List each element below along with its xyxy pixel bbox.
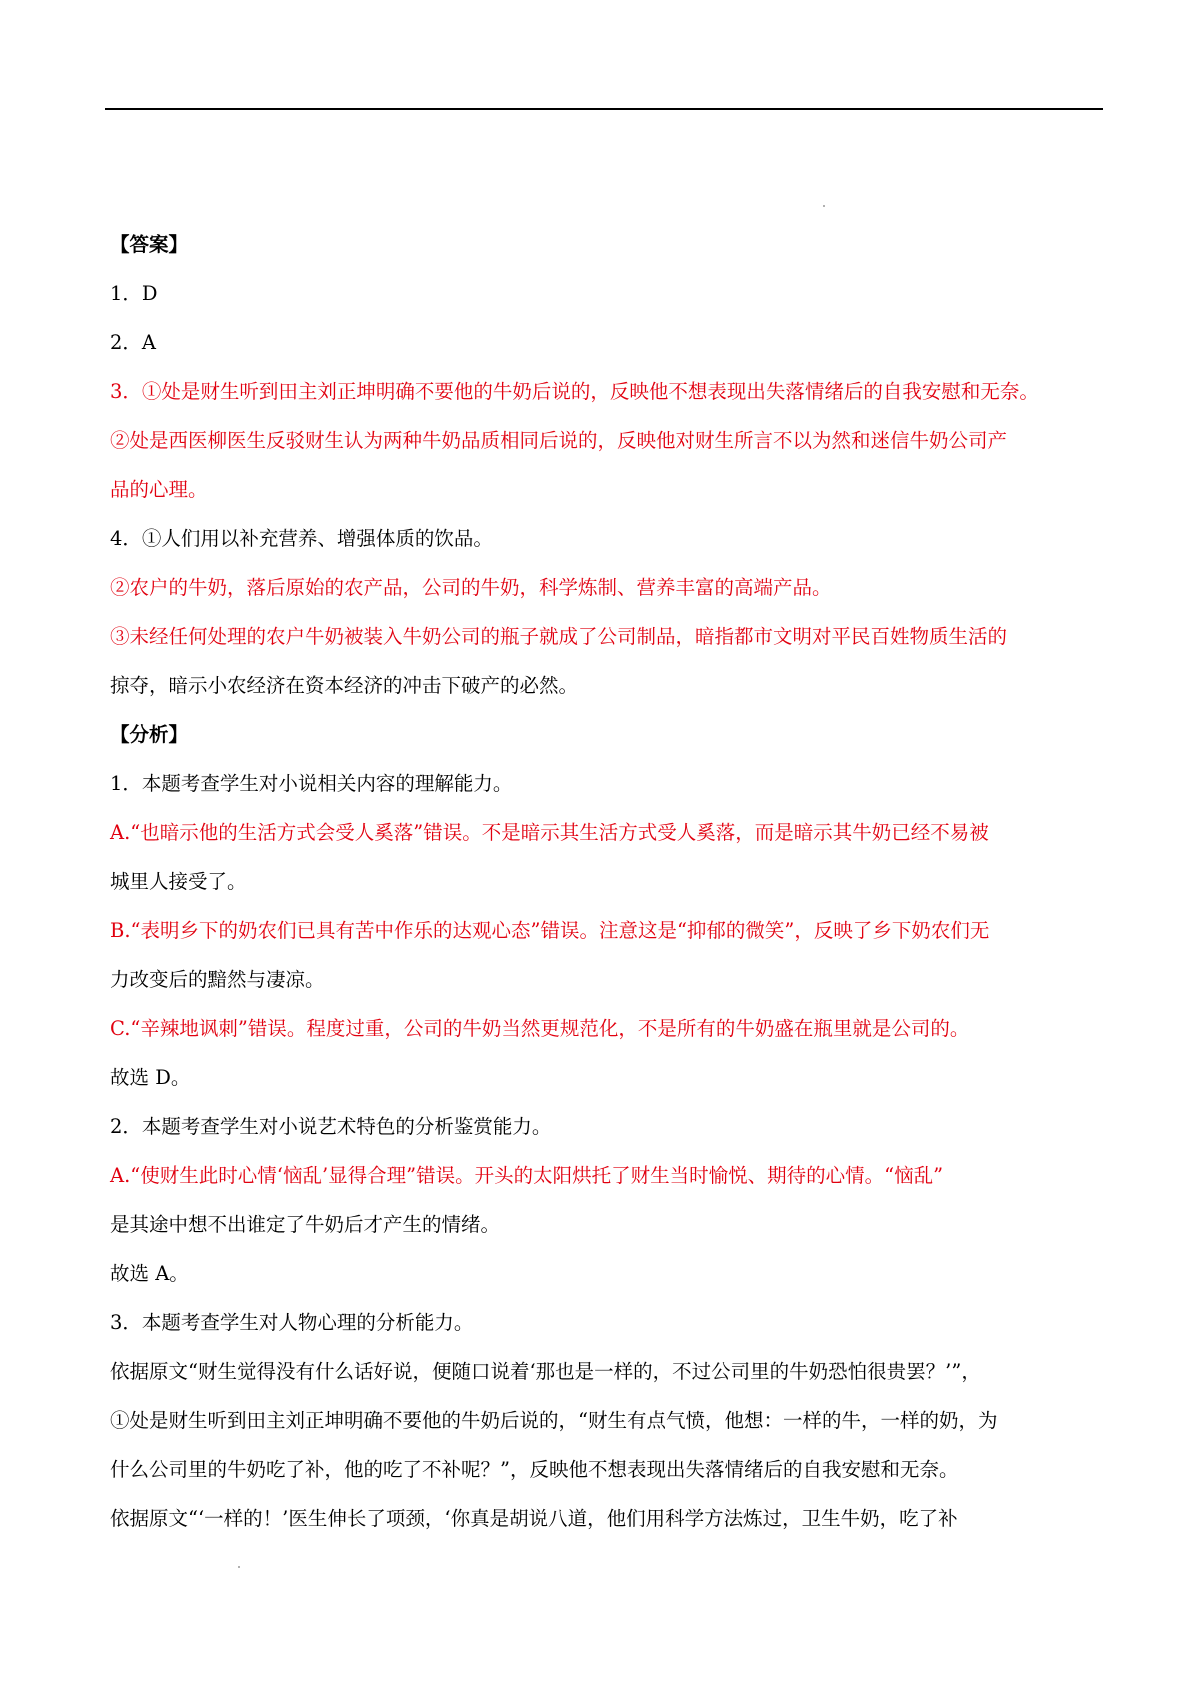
analysis-line: 3．本题考查学生对人物心理的分析能力。 [110,1311,474,1334]
answer-document [110,232,1110,1555]
answer-item: ③未经任何处理的农户牛奶被装入牛奶公司的瓶子就成了公司制品，暗指都市文明对平民百姓物质生活的 [110,625,1008,648]
analysis-line: 故选 D。 [110,1066,191,1089]
analysis-line: 力改变后的黯然与凄凉。 [110,968,325,991]
analysis-line: 什么公司里的牛奶吃了补，他的吃了不补呢？”，反映他不想表现出失落情绪后的自我安慰和无奈。 [110,1458,959,1481]
analysis-line: 2．本题考查学生对小说艺术特色的分析鉴赏能力。 [110,1115,552,1138]
scan-speck-top [823,205,825,207]
answer-heading: 【答案】 [110,233,189,256]
answer-item: ②处是西医柳医生反驳财生认为两种牛奶品质相同后说的，反映他对财生所言不以为然和迷信牛奶公司产 [110,429,1008,452]
analysis-line: 依据原文“财生觉得没有什么话好说，便随口说着‘那也是一样的，不过公司里的牛奶恐怕很贵罢？’”， [110,1360,981,1383]
analysis-line: ①处是财生听到田主刘正坤明确不要他的牛奶后说的，“财生有点气愤，他想：一样的牛，一样的奶，为 [110,1409,998,1432]
analysis-line: C.“辛辣地讽刺”错误。程度过重，公司的牛奶当然更规范化，不是所有的牛奶盛在瓶里就是公司的。 [110,1017,970,1040]
analysis-line: B.“表明乡下的奶农们已具有苦中作乐的达观心态”错误。注意这是“抑郁的微笑”，反映了乡下奶农们无 [110,919,990,942]
answer-item: 4．①人们用以补充营养、增强体质的饮品。 [110,527,493,550]
analysis-line: A.“使财生此时心情‘恼乱’显得合理”错误。开头的太阳烘托了财生当时愉悦、期待的心情。“恼乱” [110,1164,944,1187]
analysis-line: 城里人接受了。 [110,870,247,893]
answer-item: 1．D [110,282,158,305]
analysis-line: 是其途中想不出谁定了牛奶后才产生的情绪。 [110,1213,501,1236]
answer-item: ②农户的牛奶，落后原始的农产品，公司的牛奶，科学炼制、营养丰富的高端产品。 [110,576,832,599]
analysis-line: A.“也暗示他的生活方式会受人奚落”错误。不是暗示其生活方式受人奚落，而是暗示其牛奶已经不易被 [110,821,989,844]
analysis-line: 故选 A。 [110,1262,189,1285]
answer-item: 3．①处是财生听到田主刘正坤明确不要他的牛奶后说的，反映他不想表现出失落情绪后的自我安慰和无奈。 [110,380,1039,403]
scan-speck-bottom [238,1566,240,1568]
answer-item: 品的心理。 [110,478,208,501]
answer-item: 2．A [110,331,156,354]
analysis-line: 依据原文“‘一样的！’医生伸长了项颈，‘你真是胡说八道，他们用科学方法炼过，卫生牛奶，吃了补 [110,1507,958,1530]
analysis-line: 1．本题考查学生对小说相关内容的理解能力。 [110,772,513,795]
header-rule [105,108,1103,110]
answer-item: 掠夺，暗示小农经济在资本经济的冲击下破产的必然。 [110,674,579,697]
analysis-heading: 【分析】 [110,723,189,746]
